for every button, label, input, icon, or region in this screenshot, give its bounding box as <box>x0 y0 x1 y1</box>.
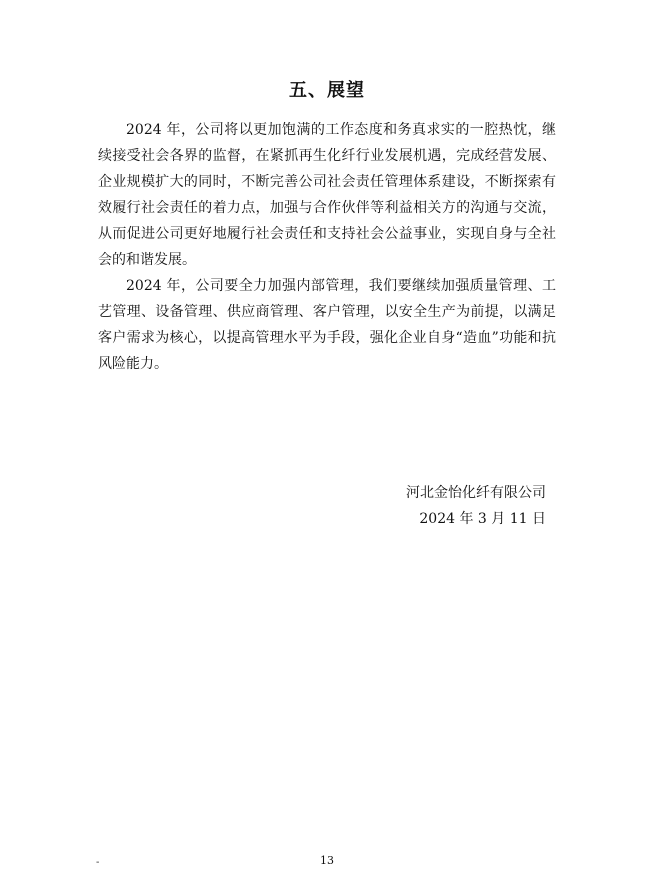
paragraph-management: 2024 年，公司要全力加强内部管理，我们要继续加强质量管理、工艺管理、设备管理、供应商管理、客户管理，以安全生产为前提，以满足客户需求为核心，以提高管理水平为手段，强化企业自身“造血”功能和抗风险能力。 <box>98 278 556 372</box>
section-title: 五、展望 <box>289 80 365 101</box>
paragraph-outlook: 2024 年，公司将以更加饱满的工作态度和务真求实的一腔热忱，继续接受社会各界的监督，在紧抓再生化纤行业发展机遇，完成经营发展、企业规模扩大的同时，不断完善公司社会责任管理体系建设，不断探索有效履行社会责任的着力点，加强与合作伙伴等利益相关方的沟通与交流，从而促进公司更好地履行社会责任和支持社会公益事业，实现自身与全社会的和谐发展。 <box>98 122 556 268</box>
page-number: 13 <box>320 854 334 867</box>
body-text <box>98 117 556 377</box>
company-name: 河北金怡化纤有限公司 <box>406 485 546 501</box>
signature-block <box>406 480 546 532</box>
signature-date: 2024 年 3 月 11 日 <box>419 511 546 527</box>
footer-mark: - <box>96 857 100 868</box>
